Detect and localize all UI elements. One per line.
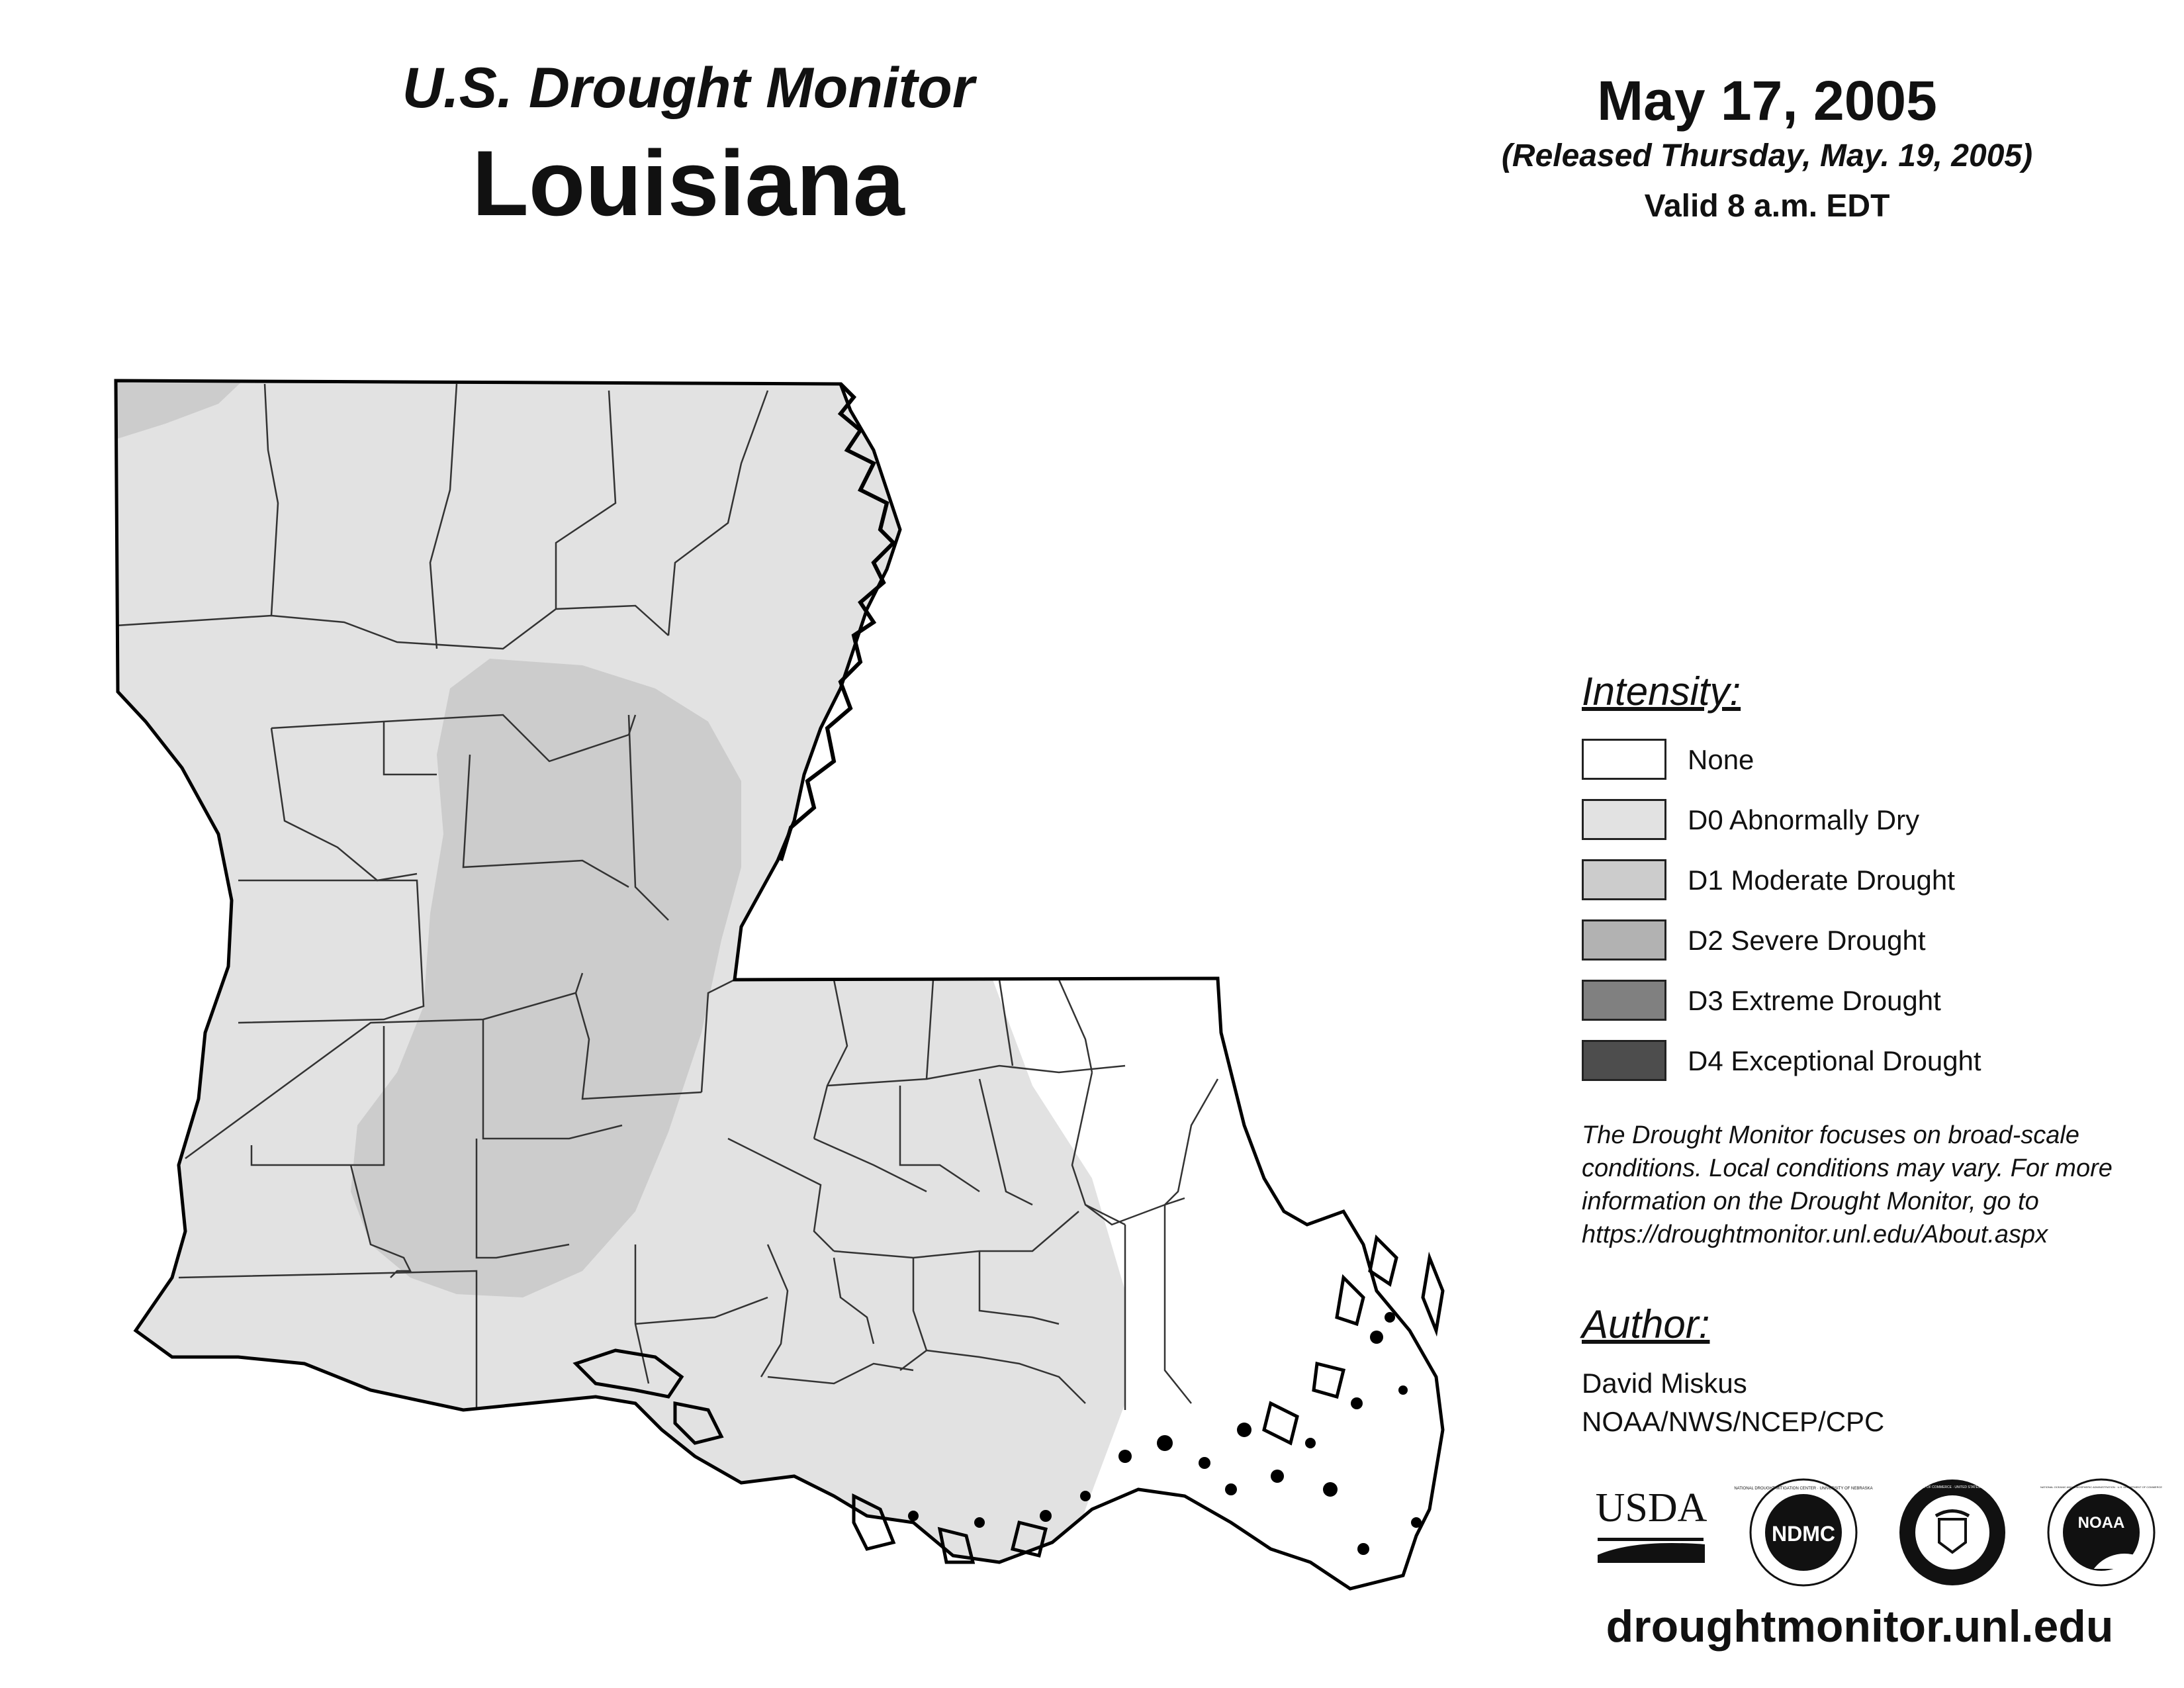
noaa-logo-text: NOAA	[2077, 1514, 2125, 1532]
legend-heading: Intensity:	[1582, 669, 1741, 714]
ndmc-logo	[1734, 1476, 1873, 1589]
louisiana-drought-map	[99, 371, 1502, 1628]
ndmc-logo-text: NDMC	[1772, 1522, 1835, 1546]
valid-time: Valid 8 a.m. EDT	[1644, 189, 1890, 224]
legend-label-d0: D0 Abnormally Dry	[1688, 804, 1920, 835]
usda-hills-icon	[1595, 1530, 1707, 1566]
legend-label-none: None	[1688, 744, 1754, 775]
commerce-seal-logo	[1896, 1476, 2009, 1589]
release-date: (Released Thursday, May. 19, 2005)	[1501, 138, 2033, 173]
about-link[interactable]: https://droughtmonitor.unl.edu/About.aspx	[1582, 1221, 2048, 1248]
disclaimer-note	[1582, 1119, 2164, 1251]
legend-item-d2	[1582, 919, 2151, 963]
note-line-3: information on the Drought Monitor, go to	[1582, 1188, 2039, 1215]
legend-swatch-d1	[1582, 859, 1666, 900]
legend-item-d0	[1582, 799, 2151, 843]
legend-swatch-none	[1582, 739, 1666, 780]
state-title: Louisiana	[472, 131, 905, 235]
legend-swatch-d2	[1582, 919, 1666, 961]
legend-item-d1	[1582, 859, 2151, 903]
legend-label-d3: D3 Extreme Drought	[1688, 985, 1941, 1016]
legend-label-d1: D1 Moderate Drought	[1688, 865, 1955, 896]
noaa-ring-text: NATIONAL OCEANIC AND ATMOSPHERIC ADMINISTRATION · U.S. DEPARTMENT OF COMMERCE	[2040, 1485, 2163, 1489]
legend-item-none	[1582, 739, 2151, 782]
usda-logo	[1595, 1486, 1707, 1566]
noaa-logo	[2040, 1476, 2163, 1589]
legend-label-d2: D2 Severe Drought	[1688, 925, 1926, 956]
legend-swatch-d4	[1582, 1040, 1666, 1081]
author-org: NOAA/NWS/NCEP/CPC	[1582, 1406, 1885, 1437]
author-heading: Author:	[1582, 1302, 1710, 1346]
legend-swatch-d0	[1582, 799, 1666, 840]
commerce-ring-text: DEPARTMENT OF COMMERCE · UNITED STATES OF AMERICA	[1903, 1485, 2002, 1489]
monitor-title: U.S. Drought Monitor	[402, 56, 975, 120]
legend-swatch-d3	[1582, 980, 1666, 1021]
map-date: May 17, 2005	[1597, 70, 1937, 132]
legend-item-d4	[1582, 1040, 2151, 1084]
ndmc-ring-text: NATIONAL DROUGHT MITIGATION CENTER · UNIVERSITY OF NEBRASKA	[1734, 1487, 1873, 1491]
note-line-1: The Drought Monitor focuses on broad-scale	[1582, 1121, 2079, 1149]
legend-item-d3	[1582, 980, 2151, 1023]
website-link[interactable]: droughtmonitor.unl.edu	[1606, 1601, 2114, 1652]
note-line-2: conditions. Local conditions may vary. For more	[1582, 1154, 2113, 1182]
author-name: David Miskus	[1582, 1368, 1747, 1399]
usda-logo-text: USDA	[1595, 1485, 1707, 1530]
legend-label-d4: D4 Exceptional Drought	[1688, 1045, 1981, 1076]
